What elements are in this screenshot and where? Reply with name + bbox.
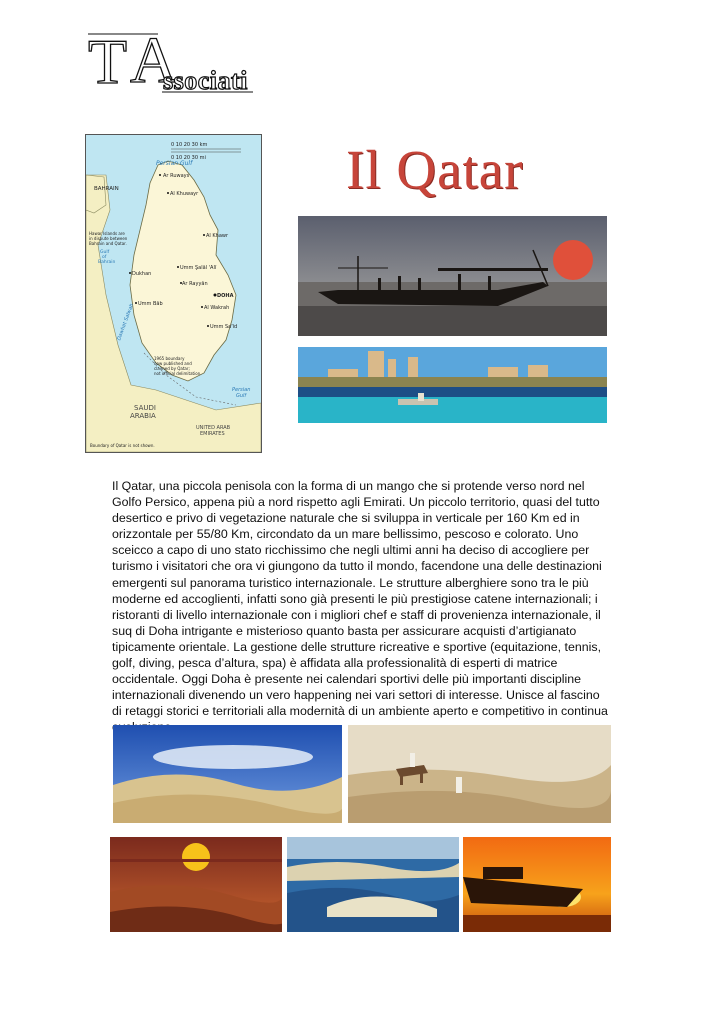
map-note-boundary: 1965 boundary now published and claimed by Qatar; not official delimitation. xyxy=(154,356,202,376)
map-label-dukhan: Dukhan xyxy=(132,271,152,277)
desert-riders-photo xyxy=(348,725,611,823)
map-label-salwah: Dawhat Salwah xyxy=(116,302,136,342)
map-label-ar-rayyan: Ar Rayyān xyxy=(182,281,208,287)
map-label-al-khuwayr: Al Khuwayr xyxy=(170,191,199,197)
logo-frame xyxy=(88,24,258,100)
page-title: Il Qatar xyxy=(346,139,524,200)
map-label-al-khawr: Al Khawr xyxy=(206,233,229,239)
qatar-map xyxy=(85,134,262,453)
logo-mark-a: A xyxy=(130,24,178,97)
map-label-uae: UNITED ARAB EMIRATES xyxy=(196,425,231,437)
body-paragraph: Il Qatar, una piccola penisola con la forma di un mango che si protende verso nord nel Golfo Persico, appena più a nord rispetto agli Emirati. Un piccolo territorio, quasi del tutto desertico e privo di vegetazione naturale che si sviluppa in verticale per 160 Km ed in orizzontale per 55/80 Km, circondato da un mare bellissimo, pescoso e colorato. Uno sceicco a capo di uno stato ricchissimo che negli ultimi anni ha deciso di accogliere per turismo i visitatori che ora vi giungono da tutto il mondo, facendone una delle destinazioni emergenti sul panorama turistico internazionale. Le strutture alberghiere sono tra le più moderne ed accoglienti, infatti sono già presenti le più prestigiose catene internazionali; i ristoranti di livello internazionale con i migliori chef e staff di provenienza internazionale, il suq di Doha intrigante e misterioso quanto basta per assicurare acquisti d’artigianato tipicamente orientale. La gestione delle strutture ricreative e sportive (equitazione, tennis, golf, diving, pesca d’altura, spa) è affidata alla professionalità di esperti di matrice occidentale. Oggi Doha è presente nei calendari sportivi delle più importanti discipline internazionali divenendo un vero happening nei vari settori di interesse. Unisce al fascino di retaggi storici e territoriali alla modernità di un ambiente aperto e competitivo in continua xyxy=(112,479,608,719)
map-label-doha: DOHA xyxy=(217,293,234,299)
map-label-umm-salal-ali: Umm Şalāl 'Alī xyxy=(180,265,217,271)
boat-sunset-photo xyxy=(463,837,611,932)
map-scale-mi: 0 10 20 30 mi xyxy=(171,155,206,161)
map-scale xyxy=(171,142,241,161)
doha-skyline-photo xyxy=(298,347,607,423)
map-label-umm-said: Umm Sa'īd xyxy=(210,324,238,330)
map-scale-km: 0 10 20 30 km xyxy=(171,142,208,148)
map-label-persian-gulf: Persian Gulf xyxy=(156,160,193,167)
map-label-gulf-bahrain: Gulf of Bahrain xyxy=(98,250,116,265)
map-label-ar-ruways: Ar Ruways xyxy=(163,173,190,179)
map-footer-note: Boundary of Qatar is not shown. xyxy=(90,443,155,448)
map-label-umm-bab: Umm Bāb xyxy=(138,301,163,307)
white-dunes-photo xyxy=(287,837,459,932)
logo-mark-t: T xyxy=(88,26,122,97)
map-label-bahrain: BAHRAIN xyxy=(94,186,119,192)
map-note-islands: Hawar Islands are in dispute between Bahrain and Qatar. xyxy=(89,231,128,246)
logo-wordmark: ssociati xyxy=(163,66,248,95)
company-logo xyxy=(88,24,258,100)
dhow-sunset-photo xyxy=(298,216,607,336)
desert-dunes-photo xyxy=(113,725,342,823)
map-label-saudi-arabia: SAUDI ARABIA xyxy=(130,404,156,420)
desert-sunset-photo xyxy=(110,837,282,932)
map-label-persian-gulf-south: Persian Gulf xyxy=(232,387,251,399)
map-label-al-wakrah: Al Wakrah xyxy=(204,305,230,311)
